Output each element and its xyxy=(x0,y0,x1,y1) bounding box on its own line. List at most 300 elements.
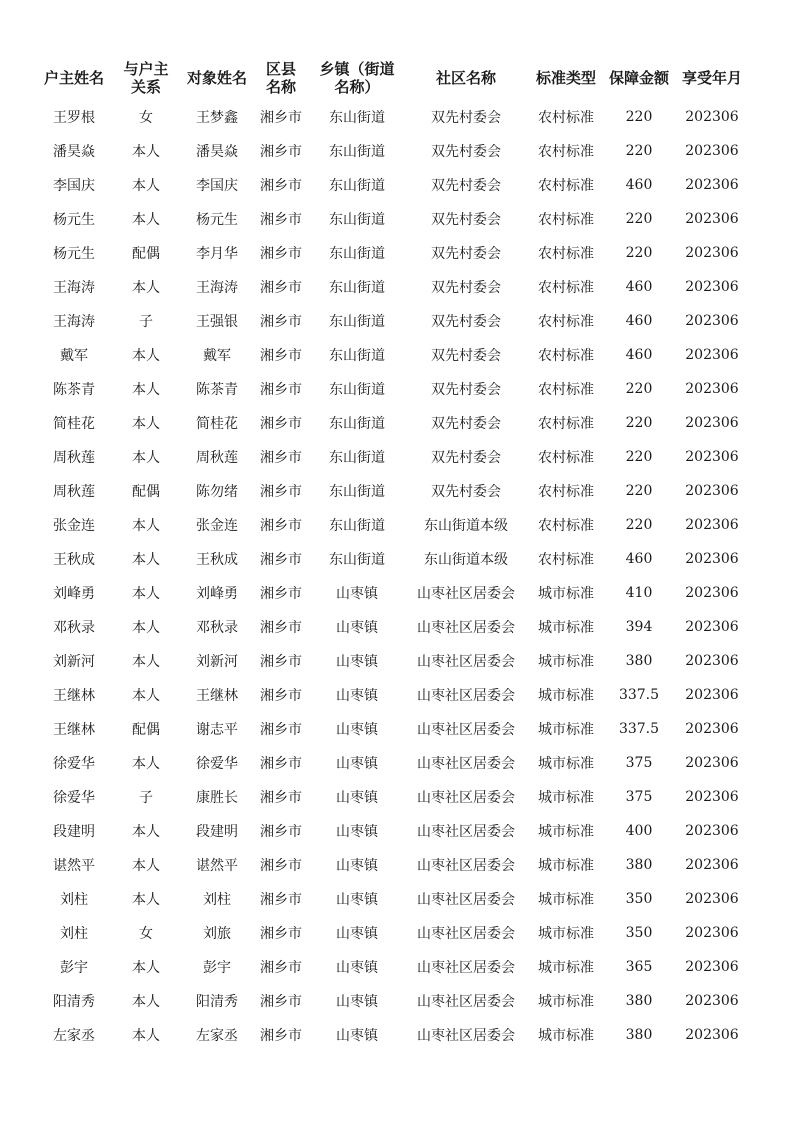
table-row xyxy=(38,746,750,780)
cell-relation-to-householder: 本人 xyxy=(132,824,160,840)
cell-town-name: 山枣镇 xyxy=(336,960,378,976)
cell-benefit-month: 202306 xyxy=(685,891,739,907)
header-subsidy-amount xyxy=(604,56,674,100)
cell-town-name: 山枣镇 xyxy=(336,926,378,942)
table-header xyxy=(38,56,750,100)
table-row xyxy=(38,610,750,644)
table-row xyxy=(38,338,750,372)
cell-county-name: 湘乡市 xyxy=(260,756,302,772)
cell-county-name: 湘乡市 xyxy=(260,892,302,908)
cell-householder-name: 左家丞 xyxy=(53,1028,95,1044)
cell-town-name: 山枣镇 xyxy=(336,688,378,704)
cell-relation-to-householder: 本人 xyxy=(132,552,160,568)
cell-recipient-name: 王秋成 xyxy=(196,552,238,568)
table-row xyxy=(38,848,750,882)
cell-recipient-name: 康胜长 xyxy=(196,790,238,806)
table-row xyxy=(38,542,750,576)
cell-town-name: 东山街道 xyxy=(329,280,385,296)
cell-town-name: 东山街道 xyxy=(329,416,385,432)
cell-subsidy-amount: 375 xyxy=(625,755,653,771)
cell-subsidy-amount: 220 xyxy=(625,415,653,431)
cell-householder-name: 王海涛 xyxy=(53,280,95,296)
table-row xyxy=(38,372,750,406)
cell-town-name: 山枣镇 xyxy=(336,1028,378,1044)
cell-standard-type: 农村标准 xyxy=(538,416,594,432)
header-label-county-name: 名称 xyxy=(265,78,296,96)
cell-subsidy-amount: 380 xyxy=(625,857,653,873)
cell-relation-to-householder: 本人 xyxy=(132,620,160,636)
cell-relation-to-householder: 本人 xyxy=(132,212,160,228)
cell-standard-type: 城市标准 xyxy=(538,790,594,806)
cell-subsidy-amount: 460 xyxy=(625,347,653,363)
cell-county-name: 湘乡市 xyxy=(260,620,302,636)
table-row xyxy=(38,712,750,746)
cell-householder-name: 谌然平 xyxy=(53,858,95,874)
table-row xyxy=(38,100,750,134)
header-town-name xyxy=(310,56,404,100)
table-row xyxy=(38,814,750,848)
cell-recipient-name: 刘新河 xyxy=(196,654,238,670)
cell-relation-to-householder: 配偶 xyxy=(132,246,160,262)
cell-recipient-name: 彭宇 xyxy=(203,960,231,976)
cell-benefit-month: 202306 xyxy=(685,381,739,397)
cell-recipient-name: 刘旅 xyxy=(203,926,231,942)
cell-standard-type: 城市标准 xyxy=(538,654,594,670)
cell-recipient-name: 刘峰勇 xyxy=(196,586,238,602)
cell-recipient-name: 张金连 xyxy=(196,518,238,534)
cell-householder-name: 徐爱华 xyxy=(53,790,95,806)
cell-relation-to-householder: 子 xyxy=(139,314,153,330)
cell-community-name: 双先村委会 xyxy=(431,246,501,262)
table-row xyxy=(38,576,750,610)
cell-subsidy-amount: 220 xyxy=(625,449,653,465)
header-recipient-name xyxy=(182,56,252,100)
cell-town-name: 山枣镇 xyxy=(336,756,378,772)
table-row xyxy=(38,474,750,508)
header-label-subsidy-amount: 保障金额 xyxy=(608,69,669,87)
cell-recipient-name: 谢志平 xyxy=(196,722,238,738)
cell-town-name: 东山街道 xyxy=(329,382,385,398)
cell-recipient-name: 周秋莲 xyxy=(196,450,238,466)
cell-community-name: 双先村委会 xyxy=(431,144,501,160)
table-row xyxy=(38,984,750,1018)
header-householder-name xyxy=(38,56,110,100)
cell-community-name: 双先村委会 xyxy=(431,280,501,296)
cell-standard-type: 城市标准 xyxy=(538,960,594,976)
cell-benefit-month: 202306 xyxy=(685,143,739,159)
cell-county-name: 湘乡市 xyxy=(260,858,302,874)
cell-subsidy-amount: 220 xyxy=(625,245,653,261)
cell-community-name: 山枣社区居委会 xyxy=(417,994,515,1010)
table-row xyxy=(38,950,750,984)
cell-benefit-month: 202306 xyxy=(685,109,739,125)
cell-town-name: 山枣镇 xyxy=(336,654,378,670)
cell-community-name: 双先村委会 xyxy=(431,416,501,432)
header-label-benefit-month: 享受年月 xyxy=(681,69,742,87)
cell-standard-type: 城市标准 xyxy=(538,994,594,1010)
cell-community-name: 山枣社区居委会 xyxy=(417,586,515,602)
cell-benefit-month: 202306 xyxy=(685,449,739,465)
header-label-town-name: 名称） xyxy=(334,78,380,96)
cell-recipient-name: 陈勿绪 xyxy=(196,484,238,500)
cell-standard-type: 城市标准 xyxy=(538,892,594,908)
cell-town-name: 东山街道 xyxy=(329,110,385,126)
cell-householder-name: 简桂花 xyxy=(53,416,95,432)
cell-benefit-month: 202306 xyxy=(685,823,739,839)
cell-town-name: 东山街道 xyxy=(329,314,385,330)
cell-subsidy-amount: 380 xyxy=(625,653,653,669)
cell-householder-name: 周秋莲 xyxy=(53,450,95,466)
cell-town-name: 东山街道 xyxy=(329,246,385,262)
cell-standard-type: 城市标准 xyxy=(538,722,594,738)
cell-relation-to-householder: 本人 xyxy=(132,178,160,194)
cell-householder-name: 潘昊焱 xyxy=(53,144,95,160)
cell-relation-to-householder: 女 xyxy=(139,926,153,942)
header-row xyxy=(38,56,750,100)
cell-recipient-name: 徐爱华 xyxy=(196,756,238,772)
cell-standard-type: 农村标准 xyxy=(538,246,594,262)
cell-benefit-month: 202306 xyxy=(685,415,739,431)
cell-standard-type: 农村标准 xyxy=(538,518,594,534)
cell-county-name: 湘乡市 xyxy=(260,654,302,670)
cell-county-name: 湘乡市 xyxy=(260,212,302,228)
table-row xyxy=(38,168,750,202)
cell-county-name: 湘乡市 xyxy=(260,348,302,364)
cell-recipient-name: 陈茶青 xyxy=(196,382,238,398)
cell-community-name: 山枣社区居委会 xyxy=(417,858,515,874)
cell-subsidy-amount: 220 xyxy=(625,211,653,227)
cell-community-name: 双先村委会 xyxy=(431,484,501,500)
cell-subsidy-amount: 460 xyxy=(625,177,653,193)
cell-benefit-month: 202306 xyxy=(685,619,739,635)
cell-community-name: 山枣社区居委会 xyxy=(417,654,515,670)
cell-county-name: 湘乡市 xyxy=(260,246,302,262)
cell-recipient-name: 王梦鑫 xyxy=(196,110,238,126)
cell-recipient-name: 段建明 xyxy=(196,824,238,840)
header-label-relation-to-householder: 关系 xyxy=(130,78,161,96)
header-benefit-month xyxy=(674,56,750,100)
cell-benefit-month: 202306 xyxy=(685,313,739,329)
cell-community-name: 双先村委会 xyxy=(431,110,501,126)
cell-town-name: 山枣镇 xyxy=(336,994,378,1010)
cell-county-name: 湘乡市 xyxy=(260,110,302,126)
cell-county-name: 湘乡市 xyxy=(260,790,302,806)
table-row xyxy=(38,678,750,712)
cell-householder-name: 戴军 xyxy=(60,348,88,364)
cell-householder-name: 刘峰勇 xyxy=(53,586,95,602)
cell-community-name: 山枣社区居委会 xyxy=(417,960,515,976)
table-row xyxy=(38,304,750,338)
cell-subsidy-amount: 220 xyxy=(625,143,653,159)
cell-relation-to-householder: 本人 xyxy=(132,892,160,908)
cell-county-name: 湘乡市 xyxy=(260,586,302,602)
cell-householder-name: 杨元生 xyxy=(53,246,95,262)
cell-standard-type: 农村标准 xyxy=(538,382,594,398)
cell-benefit-month: 202306 xyxy=(685,177,739,193)
cell-benefit-month: 202306 xyxy=(685,517,739,533)
cell-householder-name: 徐爱华 xyxy=(53,756,95,772)
header-standard-type xyxy=(528,56,604,100)
cell-householder-name: 周秋莲 xyxy=(53,484,95,500)
header-label-county-name: 区县 xyxy=(265,60,296,78)
cell-householder-name: 王继林 xyxy=(53,722,95,738)
cell-householder-name: 王海涛 xyxy=(53,314,95,330)
beneficiary-table xyxy=(38,56,750,1052)
table-row xyxy=(38,508,750,542)
cell-county-name: 湘乡市 xyxy=(260,518,302,534)
cell-benefit-month: 202306 xyxy=(685,721,739,737)
cell-relation-to-householder: 本人 xyxy=(132,586,160,602)
header-county-name xyxy=(252,56,310,100)
cell-subsidy-amount: 375 xyxy=(625,789,653,805)
cell-standard-type: 城市标准 xyxy=(538,620,594,636)
cell-householder-name: 王秋成 xyxy=(53,552,95,568)
cell-standard-type: 城市标准 xyxy=(538,586,594,602)
cell-relation-to-householder: 本人 xyxy=(132,382,160,398)
cell-standard-type: 农村标准 xyxy=(538,110,594,126)
cell-householder-name: 邓秋录 xyxy=(53,620,95,636)
cell-benefit-month: 202306 xyxy=(685,687,739,703)
cell-benefit-month: 202306 xyxy=(685,755,739,771)
cell-county-name: 湘乡市 xyxy=(260,824,302,840)
cell-householder-name: 阳清秀 xyxy=(53,994,95,1010)
cell-householder-name: 刘新河 xyxy=(53,654,95,670)
header-label-relation-to-householder: 与户主 xyxy=(123,60,169,78)
cell-community-name: 东山街道本级 xyxy=(424,518,508,534)
cell-householder-name: 张金连 xyxy=(53,518,95,534)
cell-subsidy-amount: 220 xyxy=(625,109,653,125)
table-row xyxy=(38,916,750,950)
table-row xyxy=(38,406,750,440)
cell-recipient-name: 李月华 xyxy=(196,246,238,262)
cell-community-name: 山枣社区居委会 xyxy=(417,756,515,772)
cell-community-name: 山枣社区居委会 xyxy=(417,722,515,738)
cell-community-name: 东山街道本级 xyxy=(424,552,508,568)
cell-standard-type: 农村标准 xyxy=(538,348,594,364)
cell-recipient-name: 刘柱 xyxy=(203,892,231,908)
header-relation-to-householder xyxy=(110,56,182,100)
cell-county-name: 湘乡市 xyxy=(260,552,302,568)
cell-relation-to-householder: 本人 xyxy=(132,654,160,670)
header-label-community-name: 社区名称 xyxy=(435,69,496,87)
cell-town-name: 东山街道 xyxy=(329,212,385,228)
cell-community-name: 双先村委会 xyxy=(431,314,501,330)
cell-subsidy-amount: 410 xyxy=(625,585,653,601)
cell-recipient-name: 王继林 xyxy=(196,688,238,704)
cell-recipient-name: 戴军 xyxy=(203,348,231,364)
table-row xyxy=(38,440,750,474)
cell-town-name: 山枣镇 xyxy=(336,824,378,840)
cell-benefit-month: 202306 xyxy=(685,993,739,1009)
cell-town-name: 东山街道 xyxy=(329,178,385,194)
cell-recipient-name: 李国庆 xyxy=(196,178,238,194)
cell-benefit-month: 202306 xyxy=(685,857,739,873)
table-body xyxy=(38,100,750,1052)
cell-community-name: 双先村委会 xyxy=(431,348,501,364)
cell-relation-to-householder: 本人 xyxy=(132,1028,160,1044)
cell-town-name: 东山街道 xyxy=(329,518,385,534)
cell-recipient-name: 王强银 xyxy=(196,314,238,330)
cell-subsidy-amount: 337.5 xyxy=(618,721,660,737)
cell-community-name: 山枣社区居委会 xyxy=(417,824,515,840)
table-row xyxy=(38,780,750,814)
cell-standard-type: 农村标准 xyxy=(538,450,594,466)
cell-relation-to-householder: 配偶 xyxy=(132,484,160,500)
cell-standard-type: 城市标准 xyxy=(538,824,594,840)
cell-county-name: 湘乡市 xyxy=(260,280,302,296)
cell-subsidy-amount: 394 xyxy=(625,619,653,635)
cell-subsidy-amount: 220 xyxy=(625,381,653,397)
cell-relation-to-householder: 本人 xyxy=(132,518,160,534)
cell-recipient-name: 邓秋录 xyxy=(196,620,238,636)
table-row xyxy=(38,644,750,678)
cell-recipient-name: 阳清秀 xyxy=(196,994,238,1010)
header-label-town-name: 乡镇（街道 xyxy=(319,60,395,78)
cell-county-name: 湘乡市 xyxy=(260,382,302,398)
cell-subsidy-amount: 365 xyxy=(625,959,653,975)
cell-benefit-month: 202306 xyxy=(685,483,739,499)
table-row xyxy=(38,270,750,304)
cell-standard-type: 城市标准 xyxy=(538,926,594,942)
cell-benefit-month: 202306 xyxy=(685,789,739,805)
cell-community-name: 山枣社区居委会 xyxy=(417,688,515,704)
cell-householder-name: 刘柱 xyxy=(60,892,88,908)
cell-relation-to-householder: 本人 xyxy=(132,348,160,364)
cell-relation-to-householder: 本人 xyxy=(132,858,160,874)
cell-subsidy-amount: 220 xyxy=(625,483,653,499)
cell-standard-type: 城市标准 xyxy=(538,858,594,874)
cell-community-name: 双先村委会 xyxy=(431,450,501,466)
cell-standard-type: 农村标准 xyxy=(538,280,594,296)
cell-county-name: 湘乡市 xyxy=(260,994,302,1010)
cell-householder-name: 王罗根 xyxy=(53,110,95,126)
cell-relation-to-householder: 本人 xyxy=(132,416,160,432)
document-page xyxy=(38,56,758,1052)
cell-relation-to-householder: 本人 xyxy=(132,756,160,772)
cell-recipient-name: 左家丞 xyxy=(196,1028,238,1044)
cell-standard-type: 城市标准 xyxy=(538,1028,594,1044)
cell-town-name: 山枣镇 xyxy=(336,858,378,874)
cell-subsidy-amount: 460 xyxy=(625,313,653,329)
cell-community-name: 山枣社区居委会 xyxy=(417,892,515,908)
cell-county-name: 湘乡市 xyxy=(260,1028,302,1044)
cell-town-name: 东山街道 xyxy=(329,484,385,500)
cell-benefit-month: 202306 xyxy=(685,959,739,975)
cell-community-name: 双先村委会 xyxy=(431,212,501,228)
cell-county-name: 湘乡市 xyxy=(260,450,302,466)
cell-subsidy-amount: 380 xyxy=(625,1027,653,1043)
cell-subsidy-amount: 380 xyxy=(625,993,653,1009)
cell-standard-type: 城市标准 xyxy=(538,688,594,704)
cell-town-name: 东山街道 xyxy=(329,552,385,568)
cell-subsidy-amount: 350 xyxy=(625,891,653,907)
cell-town-name: 山枣镇 xyxy=(336,790,378,806)
cell-recipient-name: 潘昊焱 xyxy=(196,144,238,160)
cell-recipient-name: 杨元生 xyxy=(196,212,238,228)
cell-subsidy-amount: 400 xyxy=(625,823,653,839)
cell-subsidy-amount: 460 xyxy=(625,279,653,295)
cell-county-name: 湘乡市 xyxy=(260,960,302,976)
cell-recipient-name: 王海涛 xyxy=(196,280,238,296)
cell-householder-name: 李国庆 xyxy=(53,178,95,194)
cell-town-name: 东山街道 xyxy=(329,450,385,466)
cell-standard-type: 城市标准 xyxy=(538,756,594,772)
cell-benefit-month: 202306 xyxy=(685,245,739,261)
cell-relation-to-householder: 本人 xyxy=(132,994,160,1010)
cell-county-name: 湘乡市 xyxy=(260,688,302,704)
cell-subsidy-amount: 460 xyxy=(625,551,653,567)
cell-town-name: 东山街道 xyxy=(329,144,385,160)
table-row xyxy=(38,134,750,168)
cell-benefit-month: 202306 xyxy=(685,279,739,295)
header-label-recipient-name: 对象姓名 xyxy=(186,69,247,87)
cell-benefit-month: 202306 xyxy=(685,585,739,601)
cell-town-name: 山枣镇 xyxy=(336,892,378,908)
cell-subsidy-amount: 337.5 xyxy=(618,687,660,703)
cell-benefit-month: 202306 xyxy=(685,551,739,567)
cell-community-name: 双先村委会 xyxy=(431,382,501,398)
cell-relation-to-householder: 女 xyxy=(139,110,153,126)
cell-community-name: 双先村委会 xyxy=(431,178,501,194)
cell-benefit-month: 202306 xyxy=(685,925,739,941)
cell-standard-type: 农村标准 xyxy=(538,314,594,330)
cell-community-name: 山枣社区居委会 xyxy=(417,1028,515,1044)
cell-recipient-name: 谌然平 xyxy=(196,858,238,874)
cell-subsidy-amount: 220 xyxy=(625,517,653,533)
table-row xyxy=(38,202,750,236)
cell-town-name: 东山街道 xyxy=(329,348,385,364)
cell-householder-name: 王继林 xyxy=(53,688,95,704)
table-row xyxy=(38,236,750,270)
cell-relation-to-householder: 子 xyxy=(139,790,153,806)
cell-county-name: 湘乡市 xyxy=(260,722,302,738)
cell-county-name: 湘乡市 xyxy=(260,416,302,432)
cell-standard-type: 农村标准 xyxy=(538,212,594,228)
cell-recipient-name: 简桂花 xyxy=(196,416,238,432)
cell-relation-to-householder: 本人 xyxy=(132,960,160,976)
cell-standard-type: 农村标准 xyxy=(538,552,594,568)
table-row xyxy=(38,1018,750,1052)
cell-benefit-month: 202306 xyxy=(685,653,739,669)
cell-householder-name: 杨元生 xyxy=(53,212,95,228)
cell-county-name: 湘乡市 xyxy=(260,178,302,194)
header-label-standard-type: 标准类型 xyxy=(535,69,596,87)
header-community-name xyxy=(404,56,528,100)
cell-relation-to-householder: 本人 xyxy=(132,688,160,704)
cell-community-name: 山枣社区居委会 xyxy=(417,790,515,806)
cell-relation-to-householder: 本人 xyxy=(132,280,160,296)
cell-town-name: 山枣镇 xyxy=(336,722,378,738)
cell-relation-to-householder: 本人 xyxy=(132,144,160,160)
cell-standard-type: 农村标准 xyxy=(538,484,594,500)
cell-county-name: 湘乡市 xyxy=(260,926,302,942)
cell-county-name: 湘乡市 xyxy=(260,144,302,160)
table-row xyxy=(38,882,750,916)
cell-subsidy-amount: 350 xyxy=(625,925,653,941)
cell-householder-name: 彭宇 xyxy=(60,960,88,976)
cell-standard-type: 农村标准 xyxy=(538,144,594,160)
cell-benefit-month: 202306 xyxy=(685,211,739,227)
cell-householder-name: 刘柱 xyxy=(60,926,88,942)
cell-benefit-month: 202306 xyxy=(685,347,739,363)
cell-community-name: 山枣社区居委会 xyxy=(417,926,515,942)
cell-county-name: 湘乡市 xyxy=(260,314,302,330)
cell-town-name: 山枣镇 xyxy=(336,586,378,602)
header-label-householder-name: 户主姓名 xyxy=(43,69,104,87)
cell-householder-name: 陈茶青 xyxy=(53,382,95,398)
cell-community-name: 山枣社区居委会 xyxy=(417,620,515,636)
cell-householder-name: 段建明 xyxy=(53,824,95,840)
